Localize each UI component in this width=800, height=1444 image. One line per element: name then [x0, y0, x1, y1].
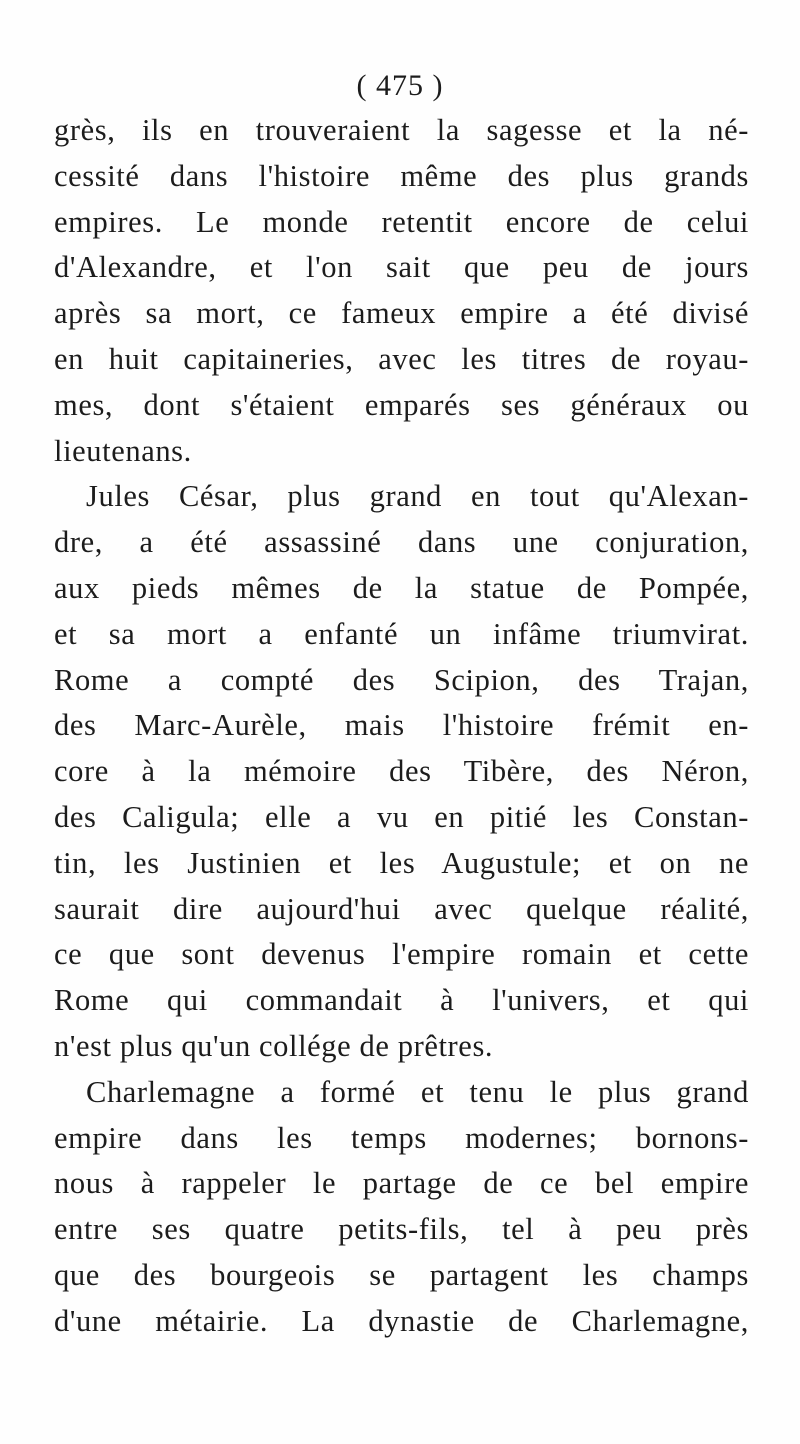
text-line: ce que sont devenus l'empire romain et cette: [54, 937, 749, 972]
text-line: grès, ils en trouveraient la sagesse et la né-: [54, 113, 749, 147]
text-line: cessité dans l'histoire même des plus grands: [54, 158, 749, 193]
text-line: d'une métairie. La dynastie de Charlemagne,: [54, 1303, 749, 1338]
text-line: des Caligula; elle a vu en pitié les Constan-: [54, 799, 749, 834]
text-line: Jules César, plus grand en tout qu'Alexan-: [86, 479, 749, 514]
text-line: saurait dire aujourd'hui avec quelque réalité,: [54, 891, 749, 926]
text-line: mes, dont s'étaient emparés ses généraux ou: [54, 387, 749, 422]
text-line: aux pieds mêmes de la statue de Pompée,: [54, 570, 749, 605]
text-line: des Marc-Aurèle, mais l'histoire frémit en-: [54, 708, 749, 743]
text-line: Charlemagne a formé et tenu le plus grand: [86, 1074, 749, 1109]
text-line: empire dans les temps modernes; bornons-: [54, 1120, 749, 1155]
text-line: en huit capitaineries, avec les titres de royau-: [54, 341, 749, 376]
text-line: que des bourgeois se partagent les champs: [54, 1257, 749, 1292]
text-line: après sa mort, ce fameux empire a été divisé: [54, 296, 749, 331]
body-text: [54, 108, 749, 1345]
text-line: n'est plus qu'un collége de prêtres.: [54, 1028, 494, 1063]
text-line: tin, les Justinien et les Augustule; et on ne: [54, 845, 749, 880]
text-line: et sa mort a enfanté un infâme triumvirat.: [54, 616, 749, 651]
text-line: dre, a été assassiné dans une conjuration,: [54, 525, 749, 560]
page-number: ( 475 ): [356, 69, 444, 102]
text-line: d'Alexandre, et l'on sait que peu de jours: [54, 250, 749, 285]
text-line: Rome qui commandait à l'univers, et qui: [54, 983, 749, 1018]
text-line: nous à rappeler le partage de ce bel empire: [54, 1166, 749, 1201]
text-line: lieutenans.: [54, 433, 192, 468]
text-line: core à la mémoire des Tibère, des Néron,: [54, 754, 749, 789]
text-line: empires. Le monde retentit encore de celui: [54, 204, 749, 239]
text-line: entre ses quatre petits-fils, tel à peu près: [54, 1212, 749, 1247]
text-line: Rome a compté des Scipion, des Trajan,: [54, 662, 749, 697]
